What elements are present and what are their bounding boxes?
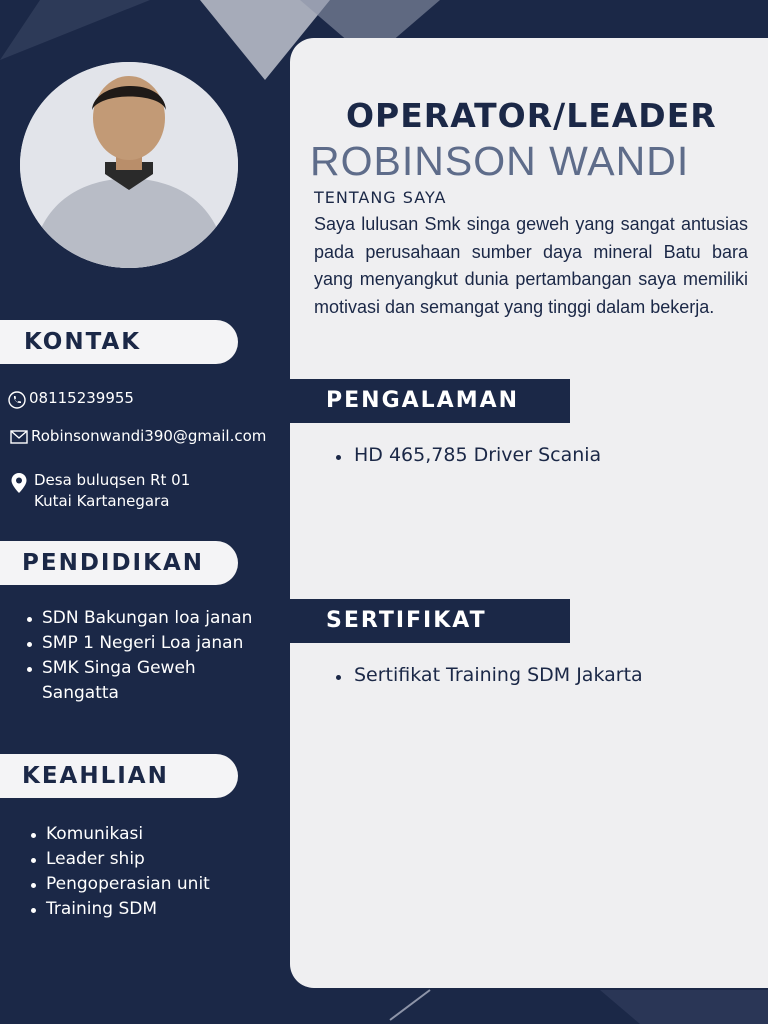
certificates-list bbox=[332, 664, 752, 686]
skills-list bbox=[28, 822, 268, 922]
about-text: Saya lulusan Smk singa geweh yang sangat antusias pada perusahaan sumber daya mineral Batu bara yang menyangkut dunia pertambangan saya memiliki motivasi dan semangat yang tinggi dalam bekerja. bbox=[314, 214, 748, 317]
job-title: OPERATOR/LEADER bbox=[346, 96, 717, 135]
about-heading: TENTANG SAYA bbox=[314, 188, 447, 207]
list-item: SMP 1 Negeri Loa janan bbox=[24, 631, 276, 656]
experience-list bbox=[332, 444, 732, 466]
phone-number[interactable]: 08115239955 bbox=[29, 389, 134, 407]
list-item: Komunikasi bbox=[28, 822, 268, 847]
certificates-heading: SERTIFIKAT bbox=[290, 599, 570, 643]
avatar bbox=[20, 62, 238, 268]
contact-heading: KONTAK bbox=[0, 320, 238, 364]
person-name: ROBINSON WANDI bbox=[310, 138, 690, 184]
list-item: Training SDM bbox=[28, 897, 268, 922]
list-item: SMK Singa Geweh Sangatta bbox=[24, 656, 222, 706]
email-address[interactable]: Robinsonwandi390@gmail.com bbox=[31, 427, 267, 445]
mail-icon bbox=[10, 430, 28, 444]
list-item: SDN Bakungan loa janan bbox=[24, 606, 276, 631]
list-item: Pengoperasian unit bbox=[28, 872, 268, 897]
list-item: Leader ship bbox=[28, 847, 268, 872]
person-photo bbox=[20, 62, 238, 268]
list-item: HD 465,785 Driver Scania bbox=[332, 444, 732, 466]
skills-heading: KEAHLIAN bbox=[0, 754, 238, 798]
address-line-1: Desa buluqsen Rt 01 bbox=[34, 471, 191, 489]
experience-heading: PENGALAMAN bbox=[290, 379, 570, 423]
list-item: Sertifikat Training SDM Jakarta bbox=[332, 664, 752, 686]
education-heading: PENDIDIKAN bbox=[0, 541, 238, 585]
education-list bbox=[24, 606, 276, 706]
phone-icon bbox=[8, 391, 26, 409]
location-pin-icon bbox=[10, 472, 28, 494]
address-line-2: Kutai Kartanegara bbox=[34, 492, 170, 510]
